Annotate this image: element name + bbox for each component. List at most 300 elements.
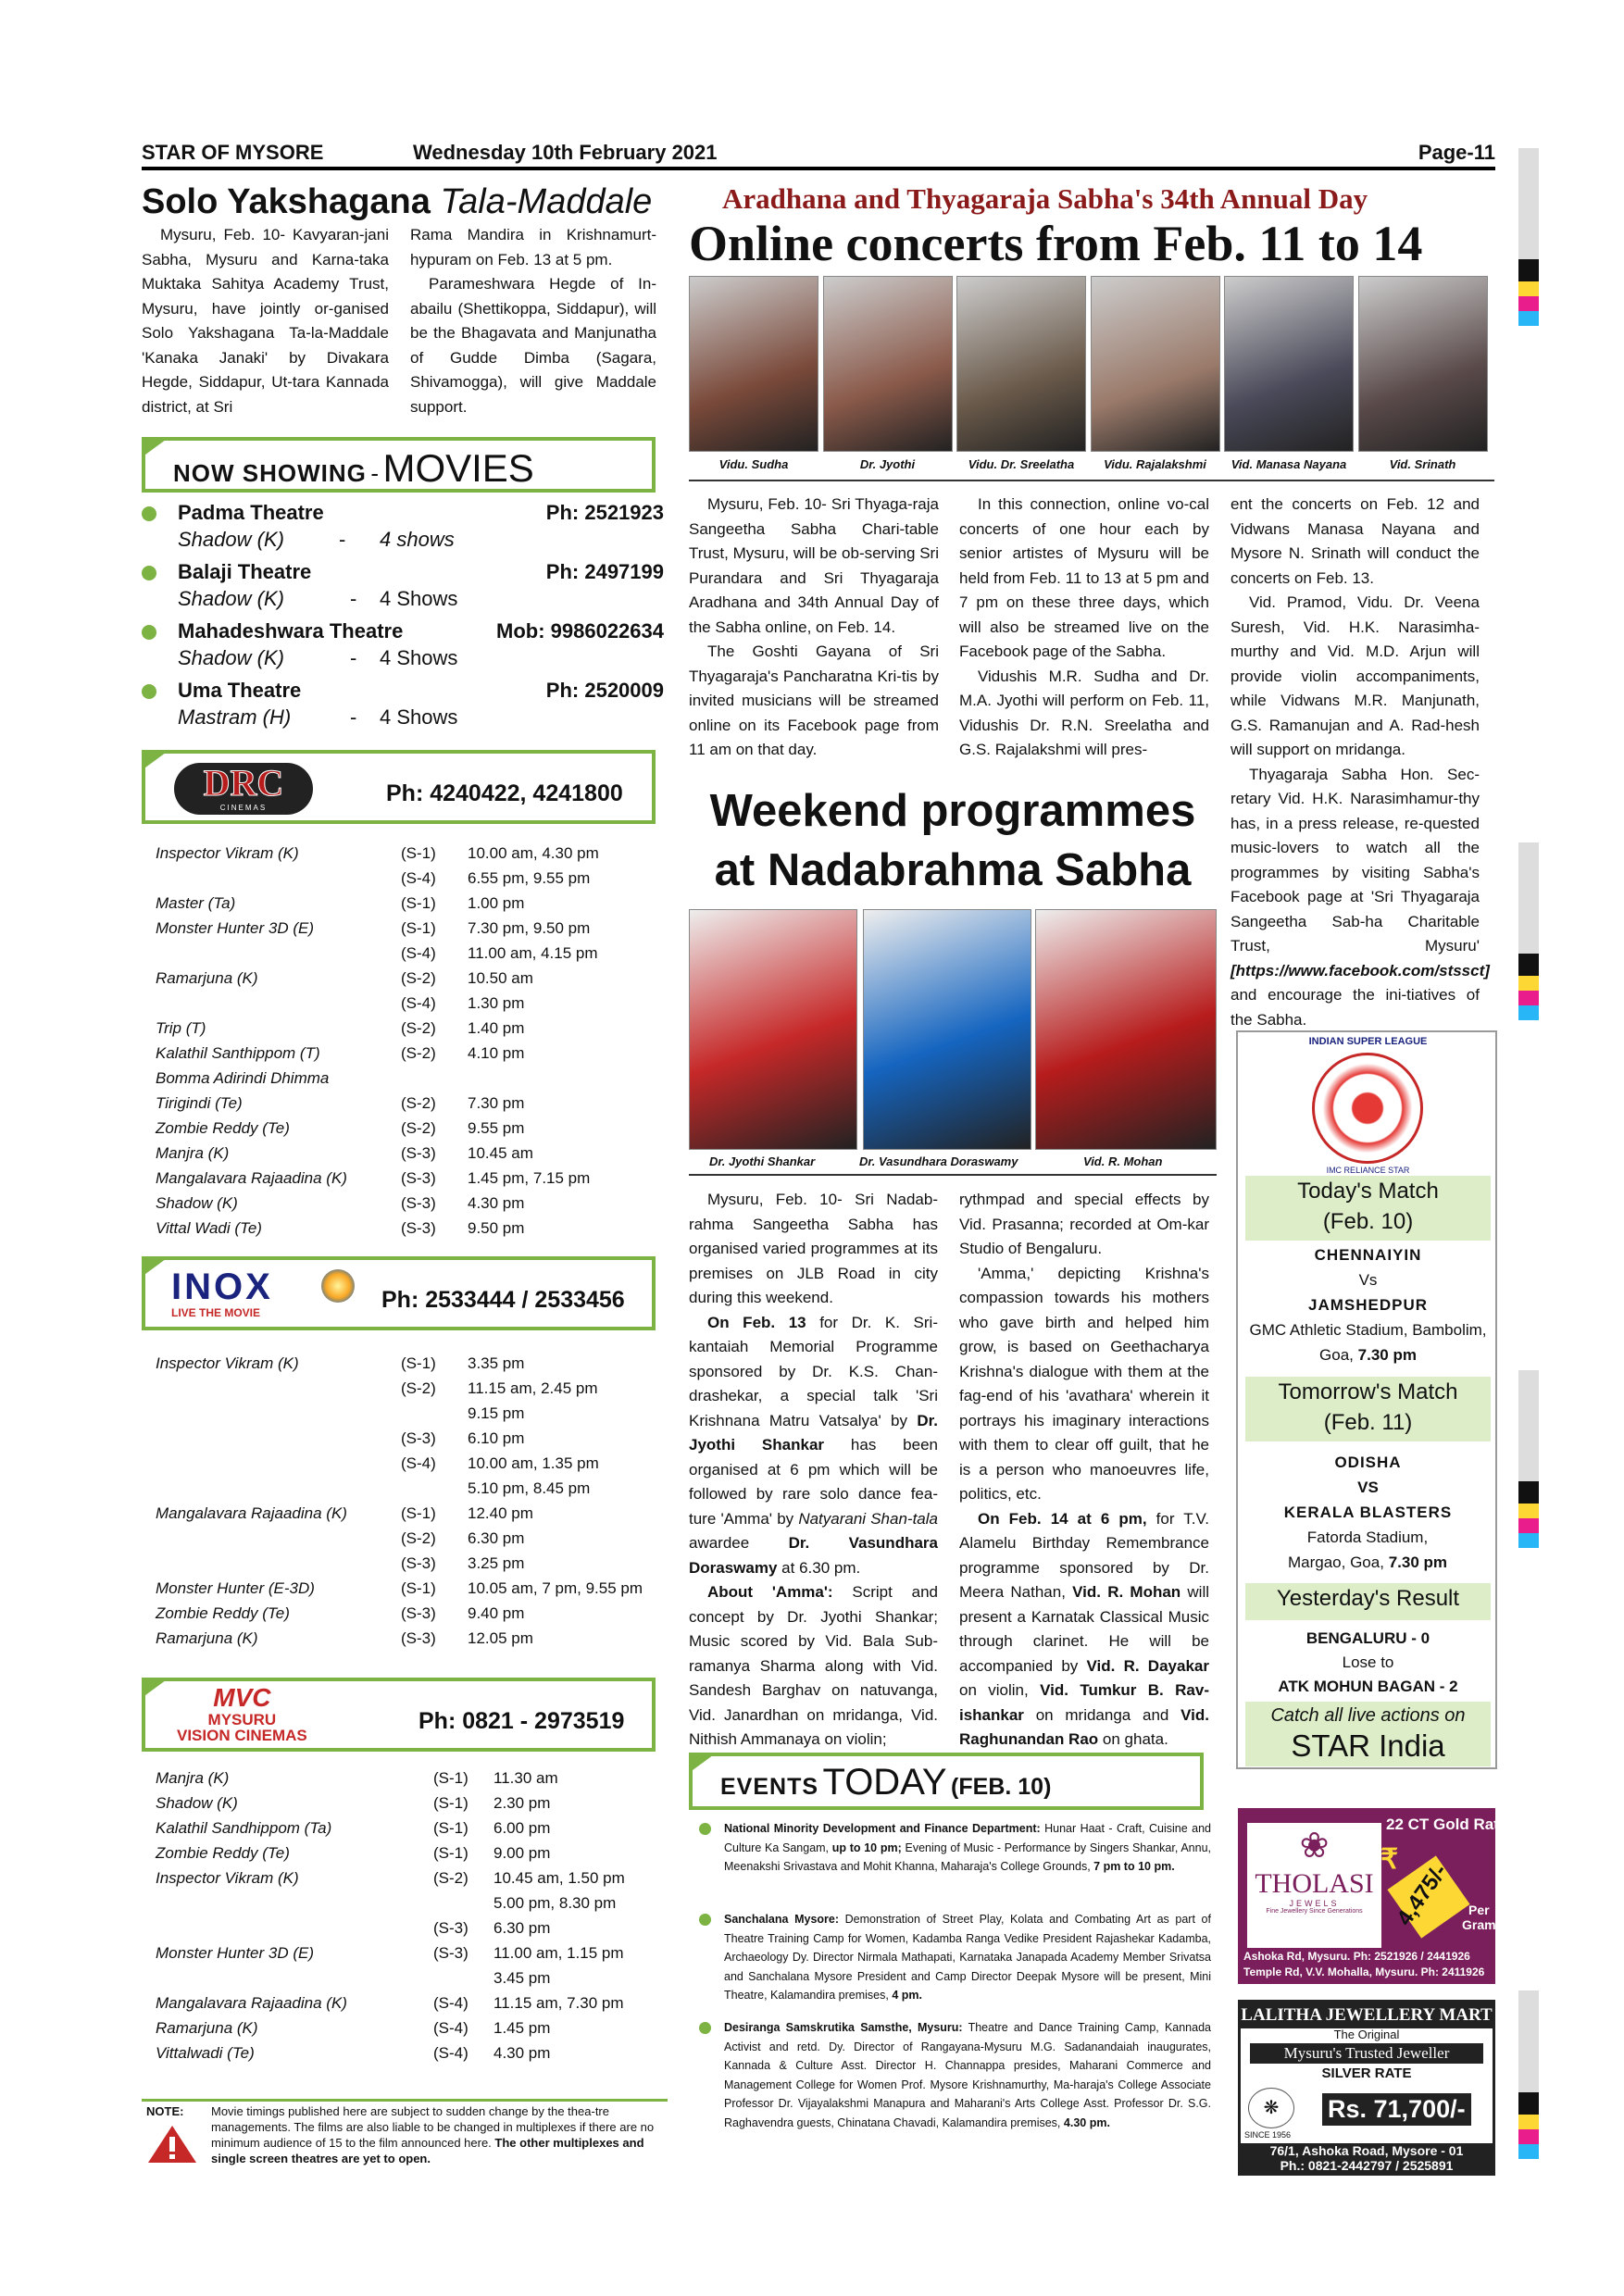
showtime-screen: (S-1) bbox=[433, 1769, 468, 1787]
showtime-screen: (S-4) bbox=[401, 944, 436, 962]
weekend-q2: 'Amma,' depicting Krishna's compassion towards his mothers who gave birth and helped him grow, is based on Geethacharya Krishna's dialogue with them at the fag-end of his 'avathara' wherein it portrays his imaginary interactions with them to clear off guilt, that he is a person who manoeuvres life, politics, etc. bbox=[959, 1264, 1209, 1503]
showtime-movie: Inspector Vikram (K) bbox=[156, 844, 299, 862]
per-label: Per bbox=[1468, 1903, 1490, 1917]
note-body: Movie timings published here are subject to sudden change by the thea-tre managements. The films are also liable to be changed in multiplexes if there are no minimum audience of 15 to the film announced here. bbox=[211, 2104, 655, 2150]
weekend-q3-b3: Vid. R. Dayakar bbox=[1086, 1656, 1209, 1675]
aradhana-col3 bbox=[1230, 493, 1490, 1032]
showtime-screen: (S-2) bbox=[401, 1019, 436, 1037]
yakshagana-col2 bbox=[410, 223, 656, 419]
drc-logo bbox=[174, 763, 313, 815]
reg-yellow bbox=[1518, 2115, 1539, 2129]
banner-corner bbox=[142, 437, 169, 457]
portrait-photo bbox=[823, 276, 953, 452]
showtime-screen: (S-2) bbox=[433, 1869, 468, 1887]
reg-cyan bbox=[1518, 1533, 1539, 1548]
theatre-phone: Mob: 9986022634 bbox=[496, 619, 664, 643]
theatre-movie: Mastram (H) bbox=[178, 705, 292, 729]
showtime-screen: (S-1) bbox=[401, 894, 436, 912]
showtime-movie: Manjra (K) bbox=[156, 1144, 230, 1162]
events-banner bbox=[689, 1753, 1204, 1810]
reg-cyan bbox=[1518, 311, 1539, 326]
isl-logo bbox=[1245, 1034, 1491, 1173]
page-number: Page-11 bbox=[1418, 141, 1495, 164]
showtime-screen: (S-1) bbox=[433, 1819, 468, 1837]
divider bbox=[689, 480, 1494, 481]
weekend-p2-b: On Feb. 13 bbox=[707, 1313, 806, 1331]
showtime-movie: Monster Hunter 3D (E) bbox=[156, 919, 314, 937]
weekend-q3-b: On Feb. 14 at 6 pm, bbox=[978, 1509, 1147, 1528]
theatre-name: Uma Theatre bbox=[178, 679, 302, 702]
showtime-times: 6.00 pm bbox=[493, 1819, 551, 1837]
showtime-times: 9.15 pm bbox=[468, 1404, 525, 1422]
mvc-logo-text: MVC bbox=[213, 1683, 271, 1712]
now-showing-banner bbox=[142, 437, 656, 493]
theatre-phone: Ph: 2521923 bbox=[545, 501, 664, 524]
bullet-icon bbox=[699, 1823, 711, 1835]
showtime-screen: (S-3) bbox=[401, 1629, 436, 1647]
showtime-movie: Monster Hunter (E-3D) bbox=[156, 1579, 315, 1597]
gold-price: 4,475/- bbox=[1392, 1859, 1453, 1931]
photo-caption: Dr. Vasundhara Doraswamy bbox=[859, 1154, 1018, 1168]
showtime-times: 10.05 am, 7 pm, 9.55 pm bbox=[468, 1579, 643, 1597]
banner-corner bbox=[142, 1678, 169, 1698]
banner-corner bbox=[142, 750, 169, 770]
showtime-times: 6.30 pm bbox=[468, 1529, 525, 1547]
showtime-times: 10.00 am, 4.30 pm bbox=[468, 844, 599, 862]
showtime-screen: (S-2) bbox=[401, 1119, 436, 1137]
aradhana-c2b: Vidushis M.R. Sudha and Dr. M.A. Jyothi will perform on Feb. 11, Vidushis Dr. R.N. Sreelatha and G.S. Rajalakshmi will pres- bbox=[959, 667, 1209, 758]
showtime-times: 9.50 pm bbox=[468, 1219, 525, 1237]
theatre-name: Balaji Theatre bbox=[178, 560, 312, 583]
channel-text: STAR India bbox=[1291, 1728, 1445, 1763]
showtime-movie: Bomma Adirindi Dhimma bbox=[156, 1069, 330, 1087]
event-body2: Evening of Music - Performance by Singers Shankar, Annu, Meenakshi Srivastava and Mohit Khanna, Maharaja's College Grounds, bbox=[724, 1841, 1211, 1873]
showtime-movie: Zombie Reddy (Te) bbox=[156, 1119, 290, 1137]
banner-corner bbox=[689, 1753, 717, 1773]
yakshagana-col2b: Parameshwara Hegde of In-abailu (Shettikoppa, Siddapur), will be the Bhagavata and Manjunatha of Gudde Dimba (Sagara, Shivamogga), will give Maddale support. bbox=[410, 275, 656, 416]
showtime-movie: Shadow (K) bbox=[156, 1194, 238, 1212]
aradhana-col1 bbox=[689, 493, 939, 763]
lalitha-addr: 76/1, Ashoka Road, Mysore - 01 bbox=[1269, 2143, 1464, 2158]
aradhana-c3b: Vid. Pramod, Vidu. Dr. Veena Suresh, Vid. H.K. Narasimha-murthy and Vid. M.D. Arjun will provide violin accompaniments, while Vidwans M.R. Manjunath, G.S. Ramanujan and A. Rad-hesh will support on mridanga. bbox=[1230, 593, 1480, 758]
reg-magenta bbox=[1518, 2129, 1539, 2144]
aradhana-c1b: The Goshti Gayana of Sri Thyagaraja's Pancharatna Kri-tis by invited musicians will be streamed online on its Facebook page from 11 am on that day. bbox=[689, 643, 939, 758]
lalitha-phone: Ph.: 0821-2442797 / 2525891 bbox=[1280, 2158, 1454, 2173]
showtime-times: 2.30 pm bbox=[493, 1794, 551, 1812]
reg-magenta bbox=[1518, 991, 1539, 1005]
today-team2: JAMSHEDPUR bbox=[1307, 1296, 1429, 1314]
showtime-times: 6.30 pm bbox=[493, 1919, 551, 1937]
lalitha-ad bbox=[1238, 2000, 1495, 2176]
showtime-times: 3.45 pm bbox=[493, 1969, 551, 1987]
reg-bar bbox=[1518, 842, 1539, 954]
event-bold: 4 pm. bbox=[892, 1989, 922, 2002]
events-label: EVENTS bbox=[720, 1774, 819, 1800]
tomorrow-date: (Feb. 11) bbox=[1323, 1410, 1413, 1435]
event-item bbox=[724, 1910, 1211, 2005]
showtime-screen: (S-2) bbox=[401, 1529, 436, 1547]
lalitha-address bbox=[1241, 2143, 1493, 2173]
weekend-p1: Mysuru, Feb. 10- Sri Nadab-rahma Sangeetha Sabha has organised varied programmes at its premises on JLB Road in city during this weekend. bbox=[689, 1191, 938, 1306]
lalitha-orig: The Original bbox=[1333, 2028, 1400, 2041]
showtime-screen: (S-4) bbox=[433, 2019, 468, 2037]
showtime-times: 9.55 pm bbox=[468, 1119, 525, 1137]
event-item bbox=[724, 2018, 1211, 2132]
silver-label: SILVER RATE bbox=[1321, 2065, 1412, 2081]
today-vs: Vs bbox=[1358, 1271, 1378, 1289]
tomorrow-match-band bbox=[1245, 1377, 1491, 1441]
weekend-p3-b: About 'Amma': bbox=[707, 1583, 833, 1601]
showtime-times: 10.50 am bbox=[468, 969, 533, 987]
showtime-times: 10.00 am, 1.35 pm bbox=[468, 1454, 599, 1472]
bullet-icon bbox=[142, 625, 156, 640]
showtime-movie: Tirigindi (Te) bbox=[156, 1094, 243, 1112]
photo-caption: Vidu. Dr. Sreelatha bbox=[968, 457, 1075, 471]
tholasi-address bbox=[1243, 1949, 1484, 1980]
showtime-times: 4.30 pm bbox=[493, 2044, 551, 2062]
lalitha-emblem-icon: ❋ bbox=[1248, 2088, 1294, 2128]
showtime-movie: Ramarjuna (K) bbox=[156, 969, 258, 987]
theatre-name: Mahadeshwara Theatre bbox=[178, 619, 404, 643]
showtime-times: 5.10 pm, 8.45 pm bbox=[468, 1479, 591, 1497]
reg-cyan bbox=[1518, 2144, 1539, 2159]
weekend-p2c: has been organised at 6 pm which will be followed by rare solo dance fea-ture 'Amma' by bbox=[689, 1436, 939, 1528]
result-mid: Lose to bbox=[1342, 1653, 1394, 1671]
result-team1: BENGALURU - 0 bbox=[1305, 1629, 1430, 1647]
warning-icon bbox=[146, 2124, 198, 2165]
note-label: NOTE: bbox=[146, 2104, 184, 2118]
yakshagana-title-a: Solo Yakshagana bbox=[142, 182, 431, 221]
theatre-shows: 4 Shows bbox=[380, 705, 458, 729]
weekend-q3f: on ghata. bbox=[1102, 1730, 1168, 1748]
showtime-times: 3.25 pm bbox=[468, 1554, 525, 1572]
showtime-times: 9.40 pm bbox=[468, 1604, 525, 1622]
bullet-icon bbox=[699, 1914, 711, 1926]
isl-ball-icon bbox=[1312, 1053, 1423, 1164]
showtime-movie: Zombie Reddy (Te) bbox=[156, 1844, 290, 1862]
showtime-screen: (S-1) bbox=[401, 844, 436, 862]
theatre-phone: Ph: 2497199 bbox=[545, 560, 664, 583]
showtime-movie: Trip (T) bbox=[156, 1019, 206, 1037]
reg-bar bbox=[1518, 148, 1539, 259]
facebook-link[interactable]: [https://www.facebook.com/stssct] bbox=[1230, 961, 1490, 980]
showtime-times: 6.10 pm bbox=[468, 1429, 525, 1447]
showtime-screen: (S-3) bbox=[401, 1169, 436, 1187]
showtime-times: 10.45 am, 1.50 pm bbox=[493, 1869, 625, 1887]
rupee-icon: ₹ bbox=[1380, 1844, 1399, 1875]
aradhana-kicker: Aradhana and Thyagaraja Sabha's 34th Annual Day bbox=[722, 182, 1368, 215]
showtime-screen: (S-3) bbox=[433, 1944, 468, 1962]
silver-price: Rs. 71,700/- bbox=[1322, 2093, 1471, 2126]
event-head: Sanchalana Mysore: bbox=[724, 1913, 840, 1926]
showtime-screen: (S-2) bbox=[401, 1379, 436, 1397]
showtime-screen: (S-3) bbox=[401, 1554, 436, 1572]
yesterday-label: Yesterday's Result bbox=[1245, 1583, 1491, 1620]
tomorrow-team1: ODISHA bbox=[1334, 1454, 1402, 1471]
inox-phone: Ph: 2533444 / 2533456 bbox=[381, 1287, 625, 1313]
photo-caption: Vidu. Sudha bbox=[718, 457, 789, 471]
tholasi-emblem-icon: ❀ bbox=[1299, 1827, 1330, 1866]
reg-yellow bbox=[1518, 281, 1539, 296]
showtime-movie: Shadow (K) bbox=[156, 1794, 238, 1812]
drc-phone: Ph: 4240422, 4241800 bbox=[386, 780, 623, 806]
aradhana-c3d: and encourage the ini-tiatives of the Sabha. bbox=[1230, 986, 1480, 1029]
weekend-q1: rythmpad and special effects by Vid. Prasanna; recorded at Om-kar Studio of Bengaluru. bbox=[959, 1191, 1209, 1257]
showtime-times: 9.00 pm bbox=[493, 1844, 551, 1862]
theatre-movie: Shadow (K) bbox=[178, 587, 284, 610]
showtime-times: 1.40 pm bbox=[468, 1019, 525, 1037]
showtime-screen: (S-4) bbox=[433, 1994, 468, 2012]
showtime-times: 7.30 pm bbox=[468, 1094, 525, 1112]
showtime-movie: Vittalwadi (Te) bbox=[156, 2044, 255, 2062]
gram-label: Gram bbox=[1462, 1917, 1496, 1932]
movies-title: MOVIES bbox=[382, 446, 534, 490]
portrait-photo bbox=[1035, 909, 1217, 1150]
today-time: 7.30 pm bbox=[1357, 1346, 1417, 1364]
showtime-movie: Zombie Reddy (Te) bbox=[156, 1604, 290, 1622]
weekend-q3c: will present a Karnatak Classical Music through clarinet. He will be accompanied by bbox=[959, 1583, 1209, 1675]
portrait-photo bbox=[956, 276, 1086, 452]
showtime-screen: (S-1) bbox=[433, 1794, 468, 1812]
showtime-times: 12.40 pm bbox=[468, 1504, 533, 1522]
showtime-screen: (S-1) bbox=[401, 1504, 436, 1522]
tholasi-ad bbox=[1238, 1808, 1508, 1984]
mvc-logo-line2: VISION CINEMAS bbox=[177, 1727, 307, 1744]
aradhana-c3a: ent the concerts on Feb. 12 and Vidwans Manasa Nayana and Mysore N. Srinath will conduct the concerts on Feb. 13. bbox=[1230, 495, 1480, 587]
showtime-movie: Mangalavara Rajaadina (K) bbox=[156, 1994, 347, 2012]
showtime-screen: (S-2) bbox=[401, 969, 436, 987]
portrait-photo bbox=[1091, 276, 1220, 452]
isl-logo-line2: IMC RELIANCE STAR bbox=[1326, 1166, 1410, 1175]
showtime-screen: (S-4) bbox=[401, 869, 436, 887]
showtime-times: 10.45 am bbox=[468, 1144, 533, 1162]
showtime-screen: (S-3) bbox=[401, 1144, 436, 1162]
aradhana-headline: Online concerts from Feb. 11 to 14 bbox=[689, 216, 1423, 271]
paper-name: STAR OF MYSORE bbox=[142, 141, 324, 164]
note-box bbox=[142, 2099, 668, 2102]
theatre-sep: - bbox=[350, 705, 357, 729]
result-team2: ATK MOHUN BAGAN - 2 bbox=[1278, 1678, 1458, 1695]
drc-logo-sub: CINEMAS bbox=[219, 804, 268, 812]
showtime-screen: (S-1) bbox=[401, 1354, 436, 1372]
showtime-times: 1.30 pm bbox=[468, 994, 525, 1012]
showtime-screen: (S-1) bbox=[401, 919, 436, 937]
showtime-movie: Master (Ta) bbox=[156, 894, 236, 912]
lalitha-name: LALITHA JEWELLERY MART bbox=[1241, 2003, 1493, 2028]
weekend-line1: Weekend programmes bbox=[709, 786, 1196, 836]
bullet-icon bbox=[142, 684, 156, 699]
drc-banner bbox=[142, 750, 656, 824]
today-team1: CHENNAIYIN bbox=[1314, 1246, 1422, 1264]
inox-sun-icon bbox=[321, 1269, 355, 1303]
reg-cyan bbox=[1518, 1005, 1539, 1020]
showtime-times: 7.30 pm, 9.50 pm bbox=[468, 919, 591, 937]
showtime-times: 4.10 pm bbox=[468, 1044, 525, 1062]
weekend-q3-b2: Vid. R. Mohan bbox=[1072, 1583, 1181, 1601]
photo-caption: Vid. R. Mohan bbox=[1083, 1154, 1163, 1168]
now-showing-dash: - bbox=[370, 459, 379, 487]
lalitha-since: SINCE 1956 bbox=[1244, 2130, 1292, 2140]
showtime-screen: (S-2) bbox=[401, 1094, 436, 1112]
banner-corner bbox=[142, 1256, 169, 1277]
divider bbox=[689, 1174, 1217, 1176]
now-showing-title bbox=[173, 446, 534, 491]
weekend-p2-b2: Dr. Jyothi Shankar bbox=[689, 1411, 938, 1454]
event-head: National Minority Development and Finance Department: bbox=[724, 1822, 1041, 1835]
showtime-times: 1.00 pm bbox=[468, 894, 525, 912]
portrait-photo bbox=[689, 276, 818, 452]
note-bold: The other multiplexes and single screen theatres are yet to open. bbox=[211, 2136, 644, 2165]
showtime-times: 11.00 am, 4.15 pm bbox=[468, 944, 598, 962]
star-india-band bbox=[1245, 1702, 1491, 1766]
event-head: Desiranga Samskrutika Samsthe, Mysuru: bbox=[724, 2021, 963, 2034]
photo-caption: Vid. Srinath bbox=[1389, 457, 1456, 471]
showtime-movie: Vittal Wadi (Te) bbox=[156, 1219, 262, 1237]
event-item bbox=[724, 1819, 1211, 1877]
tholasi-name: THOLASI bbox=[1255, 1868, 1374, 1899]
reg-yellow bbox=[1518, 1504, 1539, 1518]
aradhana-c1a: Mysuru, Feb. 10- Sri Thyaga-raja Sangeetha Sabha Chari-table Trust, Mysuru, will be ob-serving Sri Purandara and Sri Thyagaraja Aradhana and 34th Annual Day of the Sabha online, on Feb. 14. bbox=[689, 495, 939, 636]
mvc-logo bbox=[177, 1684, 307, 1743]
event-bold: up to 10 pm; bbox=[831, 1841, 902, 1854]
weekend-q3e: on mridanga and bbox=[1035, 1705, 1169, 1724]
inox-banner bbox=[142, 1256, 656, 1330]
showtime-movie: Kalathil Santhippom (T) bbox=[156, 1044, 320, 1062]
bullet-icon bbox=[142, 506, 156, 521]
events-date: (FEB. 10) bbox=[951, 1774, 1052, 1800]
reg-magenta bbox=[1518, 296, 1539, 311]
today-venue: GMC Athletic Stadium, Bambolim, Goa, bbox=[1249, 1321, 1487, 1364]
yakshagana-col2a: Rama Mandira in Krishnamurt-hypuram on Feb. 13 at 5 pm. bbox=[410, 226, 656, 268]
showtime-screen: (S-1) bbox=[433, 1844, 468, 1862]
showtime-times: 11.30 am bbox=[493, 1769, 558, 1787]
inox-logo-text: INOX bbox=[171, 1267, 273, 1307]
today-date: (Feb. 10) bbox=[1322, 1209, 1414, 1234]
theatre-sep: - bbox=[350, 587, 357, 610]
showtime-times: 6.55 pm, 9.55 pm bbox=[468, 869, 591, 887]
showtime-times: 1.45 pm bbox=[493, 2019, 551, 2037]
isl-logo-line1: INDIAN SUPER LEAGUE bbox=[1308, 1036, 1428, 1047]
weekend-col2 bbox=[959, 1188, 1209, 1753]
now-showing-label: NOW SHOWING bbox=[173, 459, 367, 487]
aradhana-c3c: Thyagaraja Sabha Hon. Sec-retary Vid. H.K. Narasimhamur-thy has, in a press release, re-quested music-lovers to watch all the programmes by visiting Sabha's Facebook page at 'Sri Thyagaraja Sangeetha Sab-ha Charitable Trust, Mysuru' bbox=[1230, 765, 1480, 955]
bullet-icon bbox=[142, 566, 156, 580]
issue-date: Wednesday 10th February 2021 bbox=[413, 141, 718, 164]
showtime-movie: Manjra (K) bbox=[156, 1769, 230, 1787]
weekend-q3d: on violin, bbox=[959, 1681, 1029, 1699]
weekend-p2d: awardee bbox=[689, 1534, 750, 1552]
aradhana-c2a: In this connection, online vo-cal concerts of one hour each by senior artistes of Mysuru will be held from Feb. 11 to 13 at 5 pm and 7 pm on these three days, which will also be streamed live on the Facebook page of the Sabha. bbox=[959, 495, 1209, 660]
weekend-col1 bbox=[689, 1188, 938, 1753]
theatre-phone: Ph: 2520009 bbox=[545, 679, 664, 702]
showtime-times: 11.00 am, 1.15 pm bbox=[493, 1944, 624, 1962]
reg-black bbox=[1518, 2092, 1539, 2115]
theatre-shows: 4 shows bbox=[380, 528, 455, 551]
yakshagana-title-b: Tala-Maddale bbox=[440, 182, 653, 221]
weekend-p2e: at 6.30 pm. bbox=[781, 1558, 861, 1577]
photo-caption: Vidu. Rajalakshmi bbox=[1104, 457, 1206, 471]
aradhana-col2 bbox=[959, 493, 1209, 763]
tholasi-addr2: Temple Rd, V.V. Mohalla, Mysuru. Ph: 2411926 bbox=[1243, 1965, 1485, 1978]
lalitha-trusted: Mysuru's Trusted Jeweller bbox=[1250, 2043, 1483, 2064]
weekend-p2-b3: Dr. Vasundhara Doraswamy bbox=[689, 1534, 938, 1577]
tholasi-logo bbox=[1247, 1823, 1381, 1948]
showtime-movie: Inspector Vikram (K) bbox=[156, 1869, 299, 1887]
portrait-photo bbox=[1224, 276, 1354, 452]
theatre-name: Padma Theatre bbox=[178, 501, 324, 524]
weekend-p2-i: Natyarani Shan-tala bbox=[798, 1509, 938, 1528]
events-today: TODAY bbox=[822, 1762, 947, 1803]
tomorrow-label: Tomorrow's Match bbox=[1278, 1379, 1458, 1404]
mvc-logo-line1: MYSURU bbox=[207, 1711, 277, 1728]
weekend-p2: for Dr. K. Sri-kantaiah Memorial Programme sponsored by Dr. K.S. Chan-drashekar, a special talk 'Sri Krishnana Matru Vatsalya' by bbox=[689, 1313, 938, 1429]
showtime-times: 11.15 am, 2.45 pm bbox=[468, 1379, 598, 1397]
showtime-times: 1.45 pm, 7.15 pm bbox=[468, 1169, 591, 1187]
showtime-movie: Ramarjuna (K) bbox=[156, 1629, 258, 1647]
tomorrow-team2: KERALA BLASTERS bbox=[1283, 1504, 1453, 1521]
showtime-screen: (S-3) bbox=[401, 1604, 436, 1622]
yakshagana-headline bbox=[142, 182, 652, 222]
page-header bbox=[142, 141, 1495, 170]
reg-yellow bbox=[1518, 976, 1539, 991]
theatre-sep: - bbox=[339, 528, 346, 551]
reg-black bbox=[1518, 954, 1539, 976]
drc-logo-text: DRC bbox=[203, 762, 284, 804]
event-body: Theatre and Dance Training Camp, Kannada Activist and retd. Dy. Director of Rangayana-Mysuru M.G. Sadanandaiah inaugurates, Kannada & Culture Asst. Director H. Channappa presides, Maharani Commerce and Management College for Women Prof. Mysore Krishnamurthy, Ma-haraja's College Associate Professor Dr. Vijayalakshmi Manapura and Maharani's Arts College Asst. Professor Dr. S.G. Raghavendra guests, Chinatana Chavadi, Kalamandira premises, bbox=[724, 2021, 1211, 2129]
gold-rate-label: 22 CT Gold Rate bbox=[1386, 1816, 1508, 1833]
reg-bar bbox=[1518, 1370, 1539, 1481]
theatre-movie: Shadow (K) bbox=[178, 528, 284, 551]
reg-bar bbox=[1518, 1990, 1539, 2092]
portrait-photo bbox=[689, 909, 857, 1150]
inox-logo bbox=[171, 1267, 273, 1319]
today-match-band bbox=[1245, 1176, 1491, 1241]
tholasi-addr1: Ashoka Rd, Mysuru. Ph: 2521926 / 2441926 bbox=[1243, 1950, 1470, 1963]
inox-tagline: LIVE THE MOVIE bbox=[171, 1306, 261, 1319]
weekend-line2: at Nadabrahma Sabha bbox=[714, 845, 1192, 895]
note-text bbox=[211, 2103, 665, 2166]
theatre-sep: - bbox=[350, 646, 357, 669]
showtime-screen: (S-4) bbox=[401, 994, 436, 1012]
per-gram bbox=[1462, 1903, 1496, 1932]
showtime-screen: (S-3) bbox=[401, 1194, 436, 1212]
showtime-times: 12.05 pm bbox=[468, 1629, 533, 1647]
weekend-p3: Script and concept by Dr. Jyothi Shankar; Music scored by Vid. Bala Sub-ramanya Sharma along with Vid. Sandesh Barghav on natuvanga, Vid. Janardhan on mridanga, Vid. Nithish Ammanaya on violin; bbox=[689, 1583, 938, 1748]
portrait-photo bbox=[1358, 276, 1488, 452]
weekend-q3-b5: Vid. Raghunandan Rao bbox=[959, 1705, 1209, 1748]
weekend-headline bbox=[689, 781, 1217, 900]
showtime-screen: (S-3) bbox=[401, 1429, 436, 1447]
tomorrow-match bbox=[1245, 1450, 1491, 1575]
showtime-screen: (S-2) bbox=[401, 1044, 436, 1062]
showtime-screen: (S-4) bbox=[433, 2044, 468, 2062]
photo-caption: Dr. Jyothi Shankar bbox=[709, 1154, 816, 1168]
showtime-movie: Kalathil Sandhippom (Ta) bbox=[156, 1819, 332, 1837]
photo-caption: Vid. Manasa Nayana bbox=[1230, 457, 1347, 471]
reg-black bbox=[1518, 259, 1539, 281]
theatre-shows: 4 Shows bbox=[380, 646, 458, 669]
tholasi-tag: Fine Jewellery Since Generations bbox=[1266, 1908, 1363, 1915]
showtime-movie: Mangalavara Rajaadina (K) bbox=[156, 1169, 347, 1187]
yesterday-result bbox=[1245, 1627, 1491, 1699]
showtime-movie: Ramarjuna (K) bbox=[156, 2019, 258, 2037]
showtime-times: 5.00 pm, 8.30 pm bbox=[493, 1894, 617, 1912]
events-title bbox=[720, 1762, 1051, 1803]
weekend-q3-b4: Vid. Tumkur B. Rav-ishankar bbox=[959, 1681, 1209, 1724]
event-bold: 4.30 pm. bbox=[1063, 2115, 1110, 2129]
catch-text: Catch all live actions on bbox=[1270, 1705, 1466, 1726]
showtime-screen: (S-3) bbox=[401, 1219, 436, 1237]
